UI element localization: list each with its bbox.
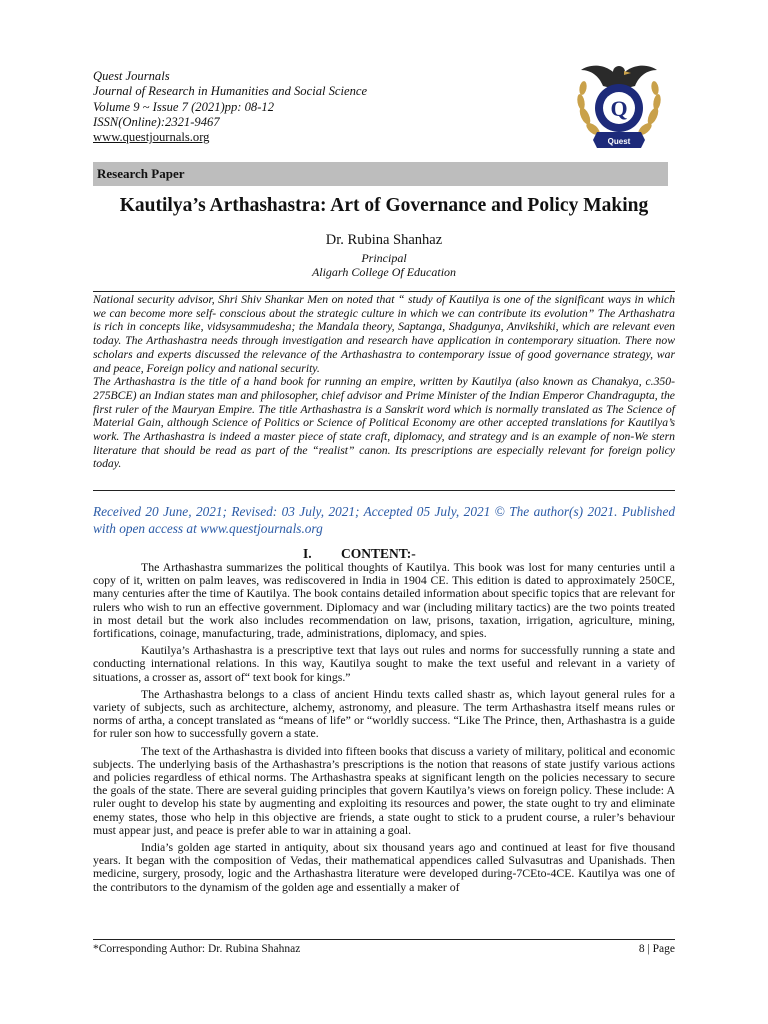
journal-info xyxy=(93,69,367,145)
journal-name: Quest Journals xyxy=(93,69,170,83)
body-paragraph: India’s golden age started in antiquity, about six thousand years ago and continued at least for five thousand years. It began with the composition of Vedas, their mathematical appendices called Sulvasutras and Upanishads. Then medicine, surgery, prosody, logic and the Arthashastra literature were developed during-7CEto-4CE. Kautilya was one of the contributors to the dynamism of the golden age and essentially a maker of xyxy=(93,840,675,894)
received-dates: Received 20 June, 2021; Revised: 03 July, 2021; Accepted 05 July, 2021 © The author(s) 2021. Published with open access at www.questjournals.org xyxy=(93,504,675,536)
logo-letter: Q xyxy=(610,96,628,121)
paper-title: Kautilya’s Arthashastra: Art of Governance and Policy Making xyxy=(119,195,649,216)
footer-rule xyxy=(93,939,675,940)
journal-full-name: Journal of Research in Humanities and Social Science xyxy=(93,84,368,99)
abstract-bottom-rule xyxy=(93,490,675,491)
body-text xyxy=(93,561,675,898)
quest-eagle-emblem-icon xyxy=(571,56,667,152)
banner-label: Research Paper xyxy=(97,166,185,181)
corresponding-author: *Corresponding Author: Dr. Rubina Shahnaz xyxy=(93,943,301,955)
journal-volume: Volume 9 ~ Issue 7 (2021)pp: 08-12 xyxy=(93,99,274,114)
body-paragraph: The text of the Arthashastra is divided into fifteen books that discuss a variety of military, political and economic subjects. The underlying basis of the Arthashastra’s prescriptions is the notion that reasons of state justify various actions and policies regardless of ethical norms. The Arthashastra speaks at significant length on the policies necessary to secure the goals of the state. There are several guiding principles that govern Kautilya’s views on foreign policy. These include: A ruler ought to develop his state by augmenting and exploiting its resources and power, the state ought to try and eliminate enemy states, those who help in this objective are friends, a state ought to stick to a prudent course, a ruler’s behaviour must appear just, and peace is prefer able to war in attaining a goal. xyxy=(93,743,675,837)
section-number: I. xyxy=(303,546,312,561)
author-role: Principal xyxy=(361,251,407,265)
journal-url-link[interactable]: www.questjournals.org xyxy=(93,130,210,145)
body-paragraph: Kautilya’s Arthashastra is a prescriptive text that lays out rules and norms for successfully running a state and conducting international relations. In this way, Kautilya sought to make the text useful and relevant in a variety of situations, a crosser as, assort of“ text book for kings.” xyxy=(93,643,675,684)
abstract-top-rule xyxy=(93,291,675,292)
author-name: Dr. Rubina Shanhaz xyxy=(325,232,443,248)
body-paragraph: The Arthashastra belongs to a class of ancient Hindu texts called shastr as, which layout general rules for a variety of subjects, such as architecture, alchemy, astronomy, and pleasure. The term Arthashastra itself means rules or norms of artha, a concept translated as “means of life” or “worldly success. “Like The Prince, then, Arthashastra is a guide for ruler son how to successfully govern a state. xyxy=(93,686,675,741)
page-number: 8 | Page xyxy=(638,943,675,955)
body-paragraph: The Arthashastra summarizes the political thoughts of Kautilya. This book was lost for many centuries until a copy of it, written on palm leaves, was rediscovered in India in 1904 CE. This edition is dated to approximately 250CE, many centuries after the time of Kautilya. The book contains detailed information about specific topics that are relevant for rulers who wish to run an effective government. Diplomacy and war (including military tactics) are the two points treated in most detail but the work also includes recommendation on law, prisons, taxation, irrigation, agriculture, mining, fortifications, coinage, manufacturing, trade, administrations, diplomacy, and spies. xyxy=(93,560,675,641)
abstract-paragraph: The Arthashastra is the title of a hand book for running an empire, written by Kautilya (also known as Chanakya, c.350-275BCE) an Indian states man and philosopher, chief advisor and Prime Minister of the Indian Emperor Chandragupta, the first ruler of the Mauryan Empire. The title Arthashastra is a Sanskrit word which is normally translated as The Science of Material Gain, although Science of Politics or Science of Political Economy are other accepted translations for Kautilya’s work. The Arthashastra is indeed a master piece of state craft, diplomacy, and strategy and is an example of non-We stern literature that should be read as part of the “realist” canon. Its prescriptions are especially relevant for foreign policy today. xyxy=(93,375,675,471)
author-affiliation: Aligarh College Of Education xyxy=(311,265,457,279)
research-paper-banner xyxy=(93,162,668,186)
journal-issn: ISSN(Online):2321-9467 xyxy=(93,114,220,129)
section-title: CONTENT:- xyxy=(341,546,416,561)
logo-label: Quest xyxy=(607,137,631,146)
abstract xyxy=(93,293,675,471)
abstract-paragraph: National security advisor, Shri Shiv Shankar Men on noted that “ study of Kautilya is one of the significant ways in which we can become more self- conscious about the strategic culture in which we can contribute its evolution” The Arthashatra is rich in concepts like, vidsysammudesha; the Mandala theory, Saptanga, Shadgunya, Anvikshiki, which are relevant even today. The Arthashastra needs through investigation and research have application in contemporary situation. There now scholars and experts discussed the relevance of the Arthashastra to contemporary issue of good governance strategy, war and peace, Foreign policy and national security. xyxy=(93,293,675,375)
